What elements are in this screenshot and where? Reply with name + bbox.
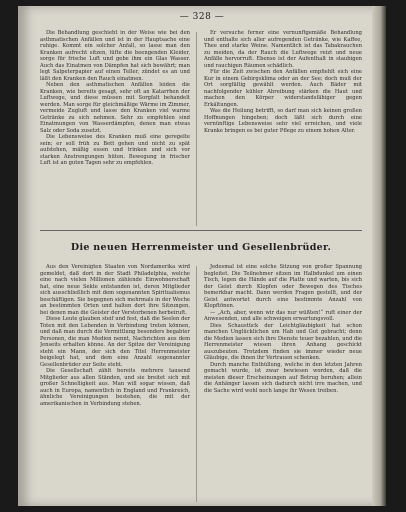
column-left-top bbox=[40, 30, 190, 230]
book-page bbox=[18, 6, 386, 506]
paragraph: Neben den asthmatischen Anfällen leiden die Kranken, wie bereits gesagt, sehr oft an Katarrhen der Luftwege, und diese müssen mit Sorgfalt behandelt werden. Man sorge für gleichmäßige Wärme im Zimmer, vermeide Zugluft und lasse den Kranken viel warme Getränke zu sich nehmen. Sehr zu empfehlen sind Einatmungen von Wasserdämpfen, denen man etwas Salz oder Soda zusetzt. bbox=[40, 82, 190, 134]
column-left-bottom bbox=[40, 264, 190, 504]
column-right-top bbox=[204, 30, 362, 230]
paragraph: Er versuche ferner eine vernunftgemäße Behandlung und enthalte sich aller aufregenden Getränke, wie Kaffee, Thee und starke Weine. Namentlich ist das Tabakrauchen zu meiden, da der Rauch die Luftwege reizt und neue Anfälle hervorruft. Ebenso ist der Aufenthalt in staubigen und rauchigen Räumen schädlich. bbox=[204, 30, 362, 69]
paragraph: Die Gesellschaft zählt bereits mehrere tausend Mitglieder aus allen Ständen, und sie breitet sich mit großer Schnelligkeit aus. Man will sogar wissen, daß auch in Europa, namentlich in England und Frankreich, ähnliche Vereinigungen bestehen, die mit der amerikanischen in Verbindung stehen. bbox=[40, 368, 190, 407]
paragraph: Aus den Vereinigten Staaten von Nordamerika wird gemeldet, daß dort in der Stadt Philadelphia, welche eine nach vielen Millionen zählende Einwohnerschaft hat, eine neue Sekte entstanden ist, deren Mitglieder sich ausschließlich mit dem sogenannten Spiritualismus beschäftigen. Sie begegnen sich mehrmals in der Woche an bestimmten Orten und halten dort ihre Sitzungen, bei denen man die Geister der Verstorbenen herbeiruft. bbox=[40, 264, 190, 316]
paragraph: Für die Zeit zwischen den Anfällen empfiehlt sich eine Kur in einem Gebirgsklima oder an der See; doch muß der Ort sorgfältig gewählt werden. Auch Bäder mit nachfolgender kühler Abreibung stärken die Haut und machen den Körper widerstandsfähiger gegen Erkältungen. bbox=[204, 69, 362, 108]
column-divider bbox=[196, 266, 197, 502]
section-rule bbox=[40, 230, 362, 231]
page-number: — 328 — bbox=[179, 12, 225, 22]
column-right-bottom bbox=[204, 264, 362, 504]
paragraph: Die Lebensweise des Kranken muß eine geregelte sein; er soll früh zu Bett gehen und nicht zu spät aufstehen, mäßig essen und trinken und sich vor starken Anstrengungen hüten. Bewegung in frischer Luft ist an guten Tagen sehr zu empfehlen. bbox=[40, 134, 190, 166]
article-title: Die neuen Herrenmeister und Gesellenbrüder. bbox=[70, 242, 332, 253]
paragraph: Diese Leute glauben steif und fest, daß die Seelen der Toten mit den Lebenden in Verbindung treten können, und daß man durch die Vermittlung besonders begabter Personen, die man Medien nennt, Nachrichten aus dem Jenseits erhalten könne. An der Spitze der Vereinigung steht ein Mann, der sich den Titel Herrenmeister beigelegt hat, und dem eine Anzahl sogenannter Gesellenbrüder zur Seite steht. bbox=[40, 316, 190, 368]
paragraph: Die Behandlung geschieht in der Weise wie bei den asthmatischen Anfällen und ist in der Hauptsache eine ruhige. Kommt ein solcher Anfall, so lasse man den Kranken aufrecht sitzen, lüfte die beengenden Kleider, sorge für frische Luft und gebe ihm ein Glas Wasser. Auch das Einatmen von Dämpfen hat sich bewährt; man legt Salpeterpapier auf einen Teller, zündet es an und läßt den Kranken den Rauch einatmen. bbox=[40, 30, 190, 82]
paragraph: Dies Schaustück der Leichtgläubigkeit hat schon manchen Unglücklichen um Hab und Gut gebracht; denn die Medien lassen sich ihre Dienste teuer bezahlen, und die Herrenmeister wissen ihren Anhang geschickt auszubeuten. Trotzdem finden sie immer wieder neue Gläubige, die ihnen ihr Vertrauen schenken. bbox=[204, 322, 362, 361]
paragraph: — „Ach, aber, wenn wir das nur wüßten!“ ruft einer der Anwesenden, und alle schweigen erwartungsvoll. bbox=[204, 309, 362, 322]
page-edge-shadow bbox=[372, 6, 386, 506]
paragraph: Jedesmal ist eine solche Sitzung von großer Spannung begleitet. Die Teilnehmer sitzen im Halbdunkel um einen Tisch, legen die Hände auf die Platte und warten, bis sich der Geist durch Klopfen oder Bewegen des Tisches bemerkbar macht. Dann werden Fragen gestellt, und der Geist antwortet durch eine bestimmte Anzahl von Klopftönen. bbox=[204, 264, 362, 309]
column-divider bbox=[196, 32, 197, 226]
paragraph: Durch manche Enthüllung, welche in den letzten Jahren gemacht wurde, ist zwar bewiesen worden, daß die meisten dieser Erscheinungen auf Betrug beruhen; allein die Anhänger lassen sich dadurch nicht irre machen, und die Sache wird wohl noch lange ihr Wesen treiben. bbox=[204, 361, 362, 394]
paragraph: Was die Heilung betrifft, so darf man sich keinen großen Hoffnungen hingeben; doch läßt sich durch eine vernünftige Lebensweise sehr viel erreichen, und viele Kranke bringen es bei guter Pflege zu einem hohen Alter. bbox=[204, 108, 362, 134]
